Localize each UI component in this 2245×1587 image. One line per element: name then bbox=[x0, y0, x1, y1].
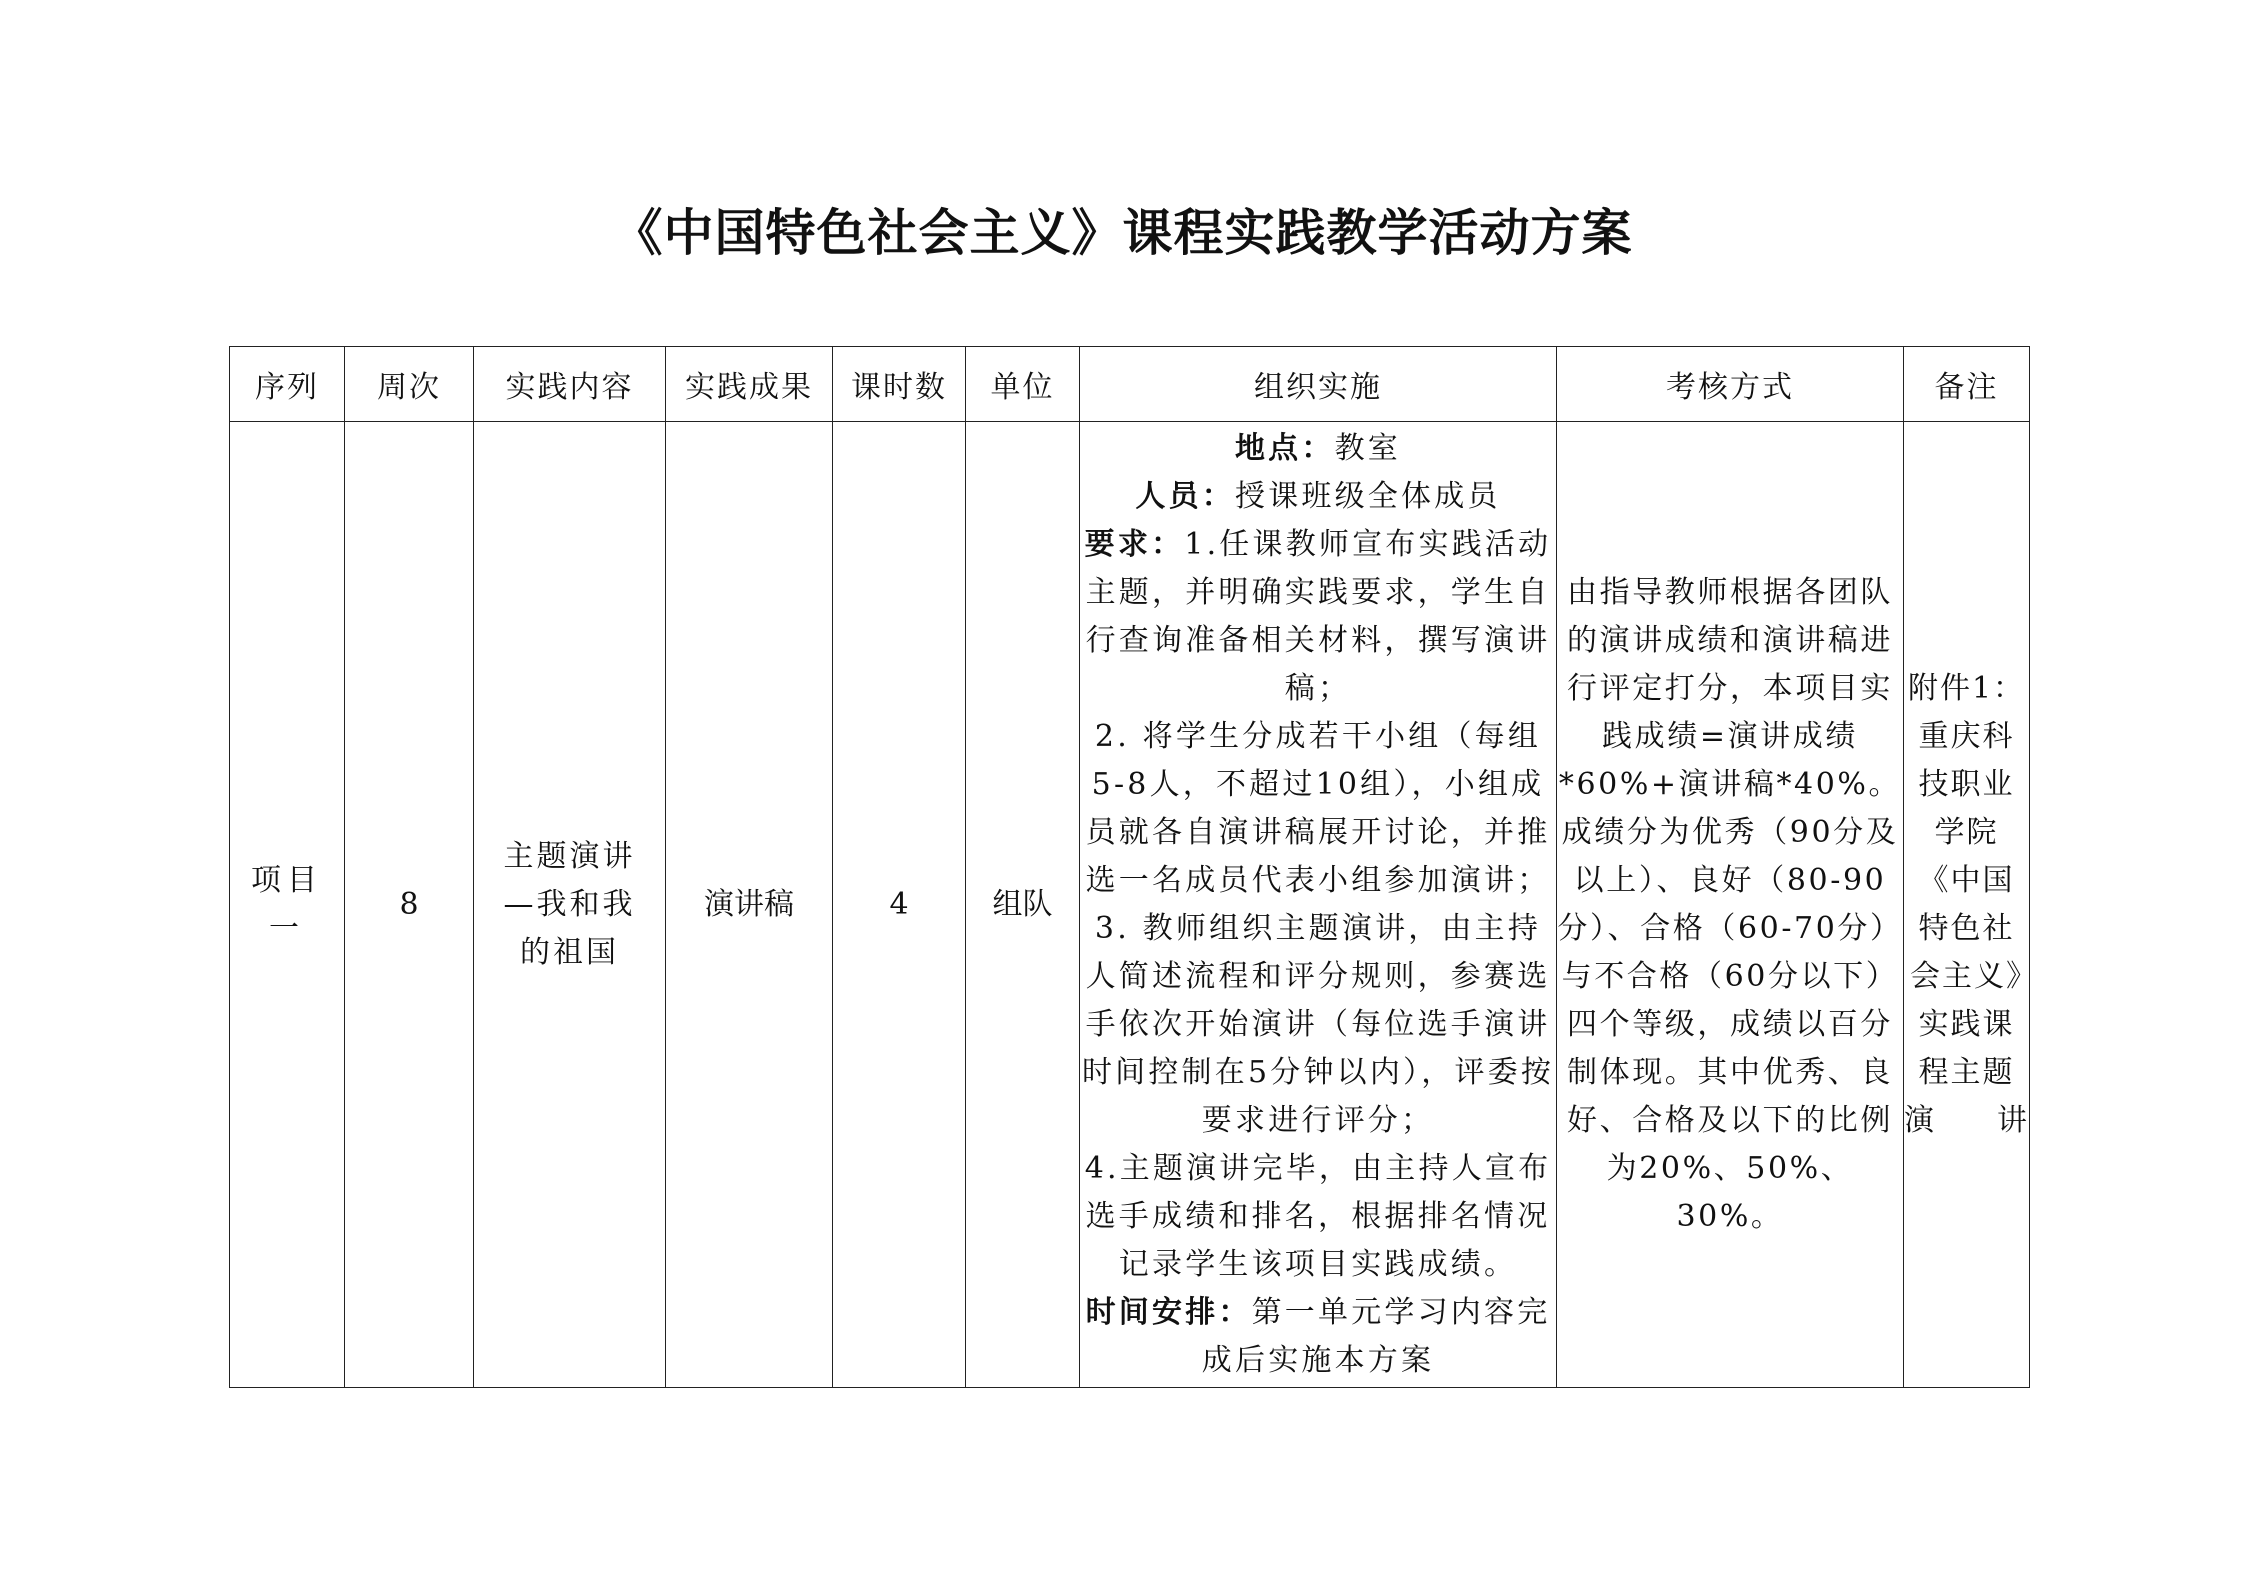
org-people-label: 人员： bbox=[1135, 478, 1235, 514]
content-text: 主题演讲—我和我的祖国 bbox=[503, 838, 636, 970]
org-location-label: 地点： bbox=[1234, 430, 1335, 466]
table-row bbox=[230, 422, 2030, 1388]
org-requirements bbox=[1080, 521, 1556, 713]
cell-seq bbox=[230, 422, 345, 1388]
org-schedule-value: 第一单元学习内容完成后实施本方案 bbox=[1201, 1294, 1551, 1378]
header-week: 周次 bbox=[345, 347, 474, 422]
org-requirements-label: 要求： bbox=[1084, 526, 1185, 562]
org-step-2: 2. 将学生分成若干小组（每组5-8人，不超过10组），小组成员就各自演讲稿展开讨论，并推选一名成员代表小组参加演讲； bbox=[1085, 718, 1551, 898]
cell-outcome: 演讲稿 bbox=[666, 422, 833, 1388]
cell-organization bbox=[1080, 422, 1557, 1388]
header-outcome: 实践成果 bbox=[666, 347, 833, 422]
activity-plan-table bbox=[229, 346, 2030, 1388]
org-people bbox=[1080, 473, 1556, 521]
header-assessment: 考核方式 bbox=[1557, 347, 1904, 422]
header-notes: 备注 bbox=[1904, 347, 2030, 422]
document-title: 《中国特色社会主义》课程实践教学活动方案 bbox=[612, 203, 1633, 262]
header-row bbox=[230, 347, 2030, 422]
header-content: 实践内容 bbox=[474, 347, 666, 422]
org-schedule bbox=[1080, 1289, 1556, 1385]
cell-unit: 组队 bbox=[966, 422, 1080, 1388]
header-unit: 单位 bbox=[966, 347, 1080, 422]
cell-content bbox=[474, 422, 666, 1388]
org-schedule-label: 时间安排： bbox=[1085, 1294, 1252, 1330]
cell-assessment: 由指导教师根据各团队的演讲成绩和演讲稿进行评定打分，本项目实践成绩=演讲成绩*60%+演讲稿*40%。成绩分为优秀（90分及以上）、良好（80-90分）、合格（60-70分）与不合格（60分以下）四个等级，成绩以百分制体现。其中优秀、良好、合格及以下的比例为20%、50%、30%。 bbox=[1557, 422, 1904, 1388]
org-location bbox=[1080, 425, 1556, 473]
org-step-4: 4.主题演讲完毕，由主持人宣布选手成绩和排名，根据排名情况记录学生该项目实践成绩。 bbox=[1084, 1150, 1552, 1282]
cell-week: 8 bbox=[345, 422, 474, 1388]
cell-notes: 附件1：重庆科技职业学院《中国特色社会主义》实践课程主题演讲 bbox=[1904, 422, 2030, 1388]
org-step-1: 1.任课教师宣布实践活动主题，并明确实践要求，学生自行查询准备相关材料，撰写演讲稿； bbox=[1085, 526, 1552, 706]
header-organization: 组织实施 bbox=[1080, 347, 1557, 422]
header-seq: 序列 bbox=[230, 347, 345, 422]
cell-hours: 4 bbox=[833, 422, 966, 1388]
org-step-3: 3. 教师组织主题演讲，由主持人简述流程和评分规则，参赛选手依次开始演讲（每位选手演讲时间控制在5分钟以内），评委按要求进行评分； bbox=[1081, 910, 1555, 1138]
header-hours: 课时数 bbox=[833, 347, 966, 422]
org-people-value: 授课班级全体成员 bbox=[1235, 478, 1501, 514]
org-location-value: 教室 bbox=[1334, 430, 1401, 466]
table-header bbox=[230, 347, 2030, 422]
seq-text: 项目一 bbox=[251, 862, 323, 946]
